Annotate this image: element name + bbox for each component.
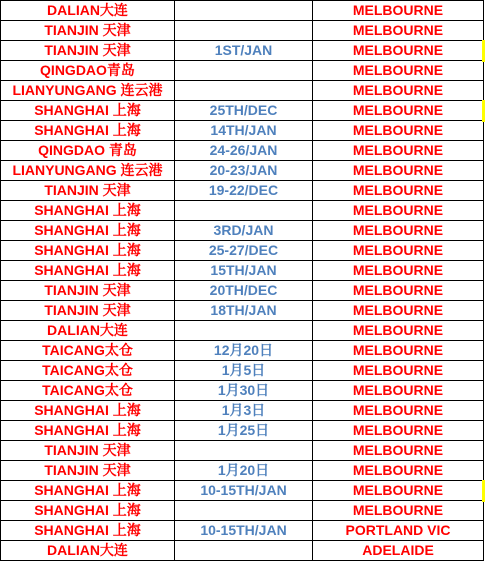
eta-cell[interactable]: 1月5日 xyxy=(175,361,313,381)
port-cell[interactable]: TIANJIN 天津 xyxy=(1,181,175,201)
port-cell[interactable]: TIANJIN 天津 xyxy=(1,281,175,301)
eta-cell[interactable]: 20TH/DEC xyxy=(175,281,313,301)
table-row xyxy=(1,541,484,561)
table-row xyxy=(1,241,484,261)
destination-cell[interactable]: MELBOURNE xyxy=(313,501,484,521)
eta-cell[interactable]: 1月3日 xyxy=(175,401,313,421)
port-cell[interactable]: SHANGHAI 上海 xyxy=(1,241,175,261)
table-row xyxy=(1,521,484,541)
table-row xyxy=(1,201,484,221)
port-cell[interactable]: SHANGHAI 上海 xyxy=(1,421,175,441)
port-cell[interactable]: SHANGHAI 上海 xyxy=(1,101,175,121)
destination-cell[interactable]: MELBOURNE xyxy=(313,221,484,241)
destination-cell[interactable]: MELBOURNE xyxy=(313,1,484,21)
port-cell[interactable]: DALIAN大连 xyxy=(1,321,175,341)
table-row xyxy=(1,461,484,481)
eta-cell[interactable] xyxy=(175,21,313,41)
eta-cell[interactable] xyxy=(175,1,313,21)
table-row xyxy=(1,181,484,201)
table-row xyxy=(1,141,484,161)
eta-cell[interactable] xyxy=(175,81,313,101)
destination-cell[interactable]: MELBOURNE xyxy=(313,241,484,261)
table-row xyxy=(1,441,484,461)
port-cell[interactable]: SHANGHAI 上海 xyxy=(1,481,175,501)
destination-cell[interactable]: MELBOURNE xyxy=(313,21,484,41)
table-row xyxy=(1,381,484,401)
table-row xyxy=(1,361,484,381)
port-cell[interactable]: SHANGHAI 上海 xyxy=(1,201,175,221)
eta-cell[interactable]: 14TH/JAN xyxy=(175,121,313,141)
eta-cell[interactable] xyxy=(175,501,313,521)
port-cell[interactable]: TIANJIN 天津 xyxy=(1,441,175,461)
eta-cell[interactable] xyxy=(175,201,313,221)
destination-cell[interactable]: MELBOURNE xyxy=(313,181,484,201)
port-cell[interactable]: TAICANG太仓 xyxy=(1,341,175,361)
port-cell[interactable]: TIANJIN 天津 xyxy=(1,21,175,41)
destination-cell[interactable]: MELBOURNE xyxy=(313,61,484,81)
destination-cell[interactable]: MELBOURNE xyxy=(313,421,484,441)
eta-cell[interactable]: 1月25日 xyxy=(175,421,313,441)
eta-cell[interactable]: 3RD/JAN xyxy=(175,221,313,241)
port-cell[interactable]: SHANGHAI 上海 xyxy=(1,121,175,141)
destination-cell[interactable]: MELBOURNE xyxy=(313,81,484,101)
eta-cell[interactable]: 1月30日 xyxy=(175,381,313,401)
table-row xyxy=(1,481,484,501)
port-cell[interactable]: SHANGHAI 上海 xyxy=(1,261,175,281)
eta-cell[interactable]: 18TH/JAN xyxy=(175,301,313,321)
destination-cell[interactable]: MELBOURNE xyxy=(313,461,484,481)
eta-cell[interactable]: 24-26/JAN xyxy=(175,141,313,161)
shipment-table-body xyxy=(1,1,484,561)
table-row xyxy=(1,1,484,21)
table-row xyxy=(1,301,484,321)
destination-cell[interactable]: MELBOURNE xyxy=(313,141,484,161)
destination-cell[interactable]: MELBOURNE xyxy=(313,441,484,461)
port-cell[interactable]: TIANJIN 天津 xyxy=(1,301,175,321)
destination-cell[interactable]: MELBOURNE xyxy=(313,201,484,221)
destination-cell[interactable]: MELBOURNE xyxy=(313,161,484,181)
eta-cell[interactable]: 25-27/DEC xyxy=(175,241,313,261)
port-cell[interactable]: QINGDAO青岛 xyxy=(1,61,175,81)
eta-cell[interactable]: 25TH/DEC xyxy=(175,101,313,121)
port-cell[interactable]: SHANGHAI 上海 xyxy=(1,501,175,521)
port-cell[interactable]: SHANGHAI 上海 xyxy=(1,401,175,421)
destination-cell[interactable]: MELBOURNE xyxy=(313,281,484,301)
table-row xyxy=(1,61,484,81)
eta-cell[interactable] xyxy=(175,321,313,341)
table-row xyxy=(1,81,484,101)
destination-cell[interactable]: MELBOURNE xyxy=(313,41,484,61)
port-cell[interactable]: DALIAN大连 xyxy=(1,541,175,561)
destination-cell[interactable]: MELBOURNE xyxy=(313,401,484,421)
port-cell[interactable]: QINGDAO 青岛 xyxy=(1,141,175,161)
table-row xyxy=(1,41,484,61)
table-row xyxy=(1,401,484,421)
port-cell[interactable]: TIANJIN 天津 xyxy=(1,41,175,61)
eta-cell[interactable]: 15TH/JAN xyxy=(175,261,313,281)
port-cell[interactable]: DALIAN大连 xyxy=(1,1,175,21)
port-cell[interactable]: SHANGHAI 上海 xyxy=(1,221,175,241)
destination-cell[interactable]: PORTLAND VIC xyxy=(313,521,484,541)
port-cell[interactable]: TAICANG太仓 xyxy=(1,381,175,401)
table-row xyxy=(1,161,484,181)
eta-cell[interactable]: 10-15TH/JAN xyxy=(175,481,313,501)
eta-cell[interactable]: 20-23/JAN xyxy=(175,161,313,181)
table-row xyxy=(1,21,484,41)
port-cell[interactable]: LIANYUNGANG 连云港 xyxy=(1,81,175,101)
destination-cell[interactable]: MELBOURNE xyxy=(313,381,484,401)
port-cell[interactable]: TAICANG太仓 xyxy=(1,361,175,381)
destination-cell[interactable]: MELBOURNE xyxy=(313,101,484,121)
destination-cell[interactable]: ADELAIDE xyxy=(313,541,484,561)
table-row xyxy=(1,501,484,521)
destination-cell[interactable]: MELBOURNE xyxy=(313,341,484,361)
port-cell[interactable]: SHANGHAI 上海 xyxy=(1,521,175,541)
destination-cell[interactable]: MELBOURNE xyxy=(313,301,484,321)
table-row xyxy=(1,261,484,281)
destination-cell[interactable]: MELBOURNE xyxy=(313,121,484,141)
eta-cell[interactable]: 1ST/JAN xyxy=(175,41,313,61)
destination-cell[interactable]: MELBOURNE xyxy=(313,261,484,281)
port-cell[interactable]: TIANJIN 天津 xyxy=(1,461,175,481)
eta-cell[interactable] xyxy=(175,61,313,81)
eta-cell[interactable]: 12月20日 xyxy=(175,341,313,361)
eta-cell[interactable]: 19-22/DEC xyxy=(175,181,313,201)
destination-cell[interactable]: MELBOURNE xyxy=(313,481,484,501)
eta-cell[interactable] xyxy=(175,541,313,561)
port-cell[interactable]: LIANYUNGANG 连云港 xyxy=(1,161,175,181)
table-row xyxy=(1,221,484,241)
eta-cell[interactable]: 10-15TH/JAN xyxy=(175,521,313,541)
table-row xyxy=(1,121,484,141)
destination-cell[interactable]: MELBOURNE xyxy=(313,361,484,381)
destination-cell[interactable]: MELBOURNE xyxy=(313,321,484,341)
table-row xyxy=(1,101,484,121)
table-row xyxy=(1,421,484,441)
table-row xyxy=(1,281,484,301)
eta-cell[interactable]: 1月20日 xyxy=(175,461,313,481)
eta-cell[interactable] xyxy=(175,441,313,461)
table-row xyxy=(1,321,484,341)
table-row xyxy=(1,341,484,361)
